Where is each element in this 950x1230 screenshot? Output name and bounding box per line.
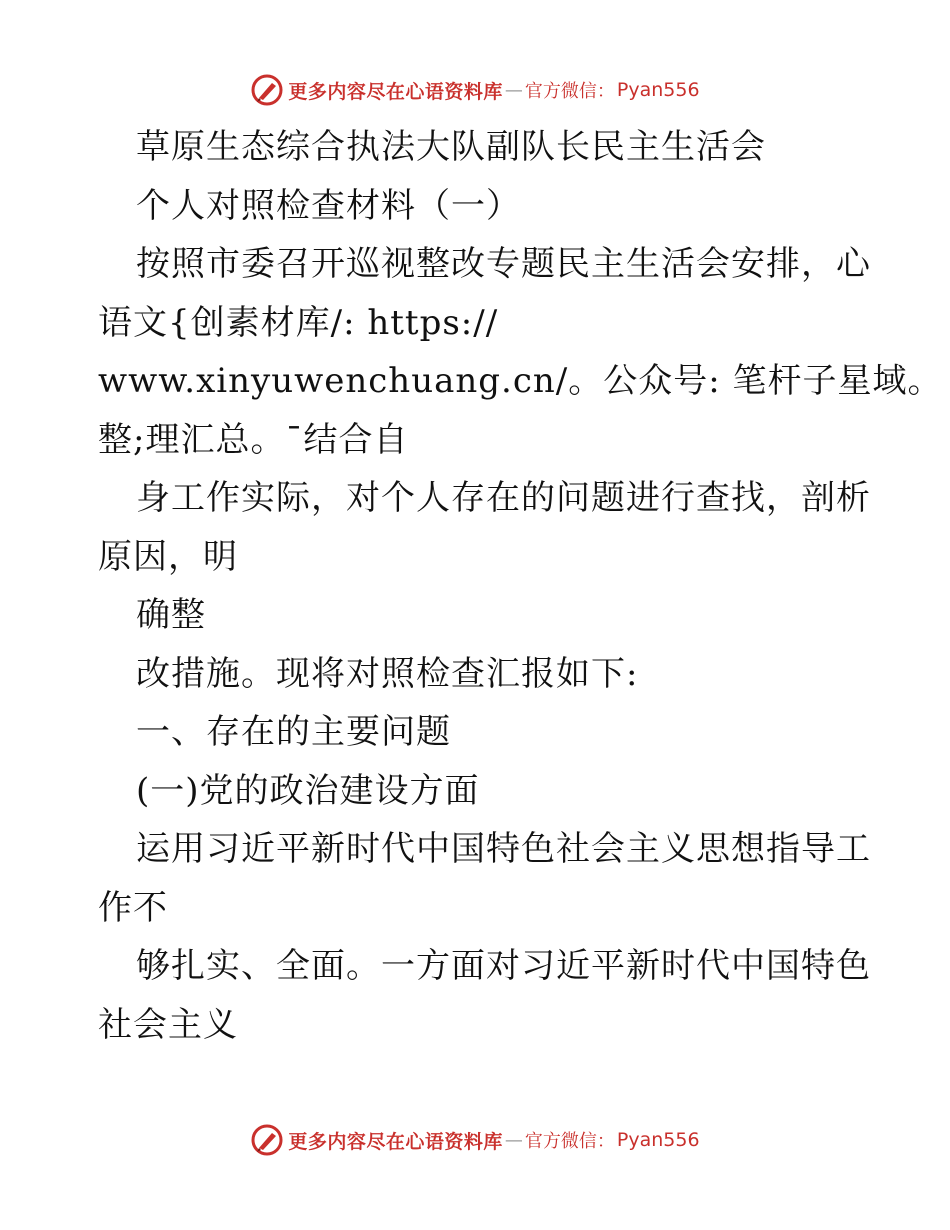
banner-wechat-label: 官方微信： bbox=[524, 81, 615, 102]
banner-wechat-label: 官方微信： bbox=[524, 1131, 615, 1152]
text-line: 作不 bbox=[98, 887, 168, 928]
banner-slogan: 更多内容尽在心语资料库 bbox=[288, 1130, 503, 1153]
text-line: (一)党的政治建设方面 bbox=[136, 770, 480, 811]
banner-wechat-id: Pyan556 bbox=[616, 79, 700, 101]
text-line: 够扎实、全面。一方面对习近平新时代中国特色 bbox=[136, 946, 871, 986]
text-line: 社会主义 bbox=[98, 1004, 238, 1045]
text-line: www.xinyuwenchuang.cn/。公众号: 笔杆子星域。 bbox=[98, 361, 943, 401]
text-line: 改措施。现将对照检查汇报如下: bbox=[136, 653, 639, 694]
banner-slogan: 更多内容尽在心语资料库 bbox=[288, 80, 503, 103]
text-line: 语文{创素材库/: https:// bbox=[98, 302, 499, 343]
text-line: 身工作实际，对个人存在的问题进行查找，剖析 bbox=[136, 478, 871, 518]
pen-logo-icon bbox=[250, 1123, 284, 1157]
banner-wechat-id: Pyan556 bbox=[616, 1129, 700, 1151]
footer-banner bbox=[0, 1120, 950, 1160]
text-line: 个人对照检查材料（一） bbox=[136, 185, 521, 226]
text-line: 按照市委召开巡视整改专题民主生活会安排，心 bbox=[136, 244, 871, 284]
text-line: 一、存在的主要问题 bbox=[136, 712, 451, 752]
banner-separator: — bbox=[504, 79, 523, 101]
text-line: 草原生态综合执法大队副队长民主生活会 bbox=[136, 127, 766, 167]
document-body bbox=[98, 118, 943, 1054]
text-line: 运用习近平新时代中国特色社会主义思想指导工 bbox=[136, 829, 871, 869]
pen-logo-icon bbox=[250, 73, 284, 107]
header-banner bbox=[0, 70, 950, 110]
text-line: 确整 bbox=[136, 595, 206, 635]
text-line: 整;理汇总。¯结合自 bbox=[98, 419, 409, 460]
banner-separator: — bbox=[504, 1129, 523, 1151]
text-line: 原因，明 bbox=[98, 536, 238, 577]
